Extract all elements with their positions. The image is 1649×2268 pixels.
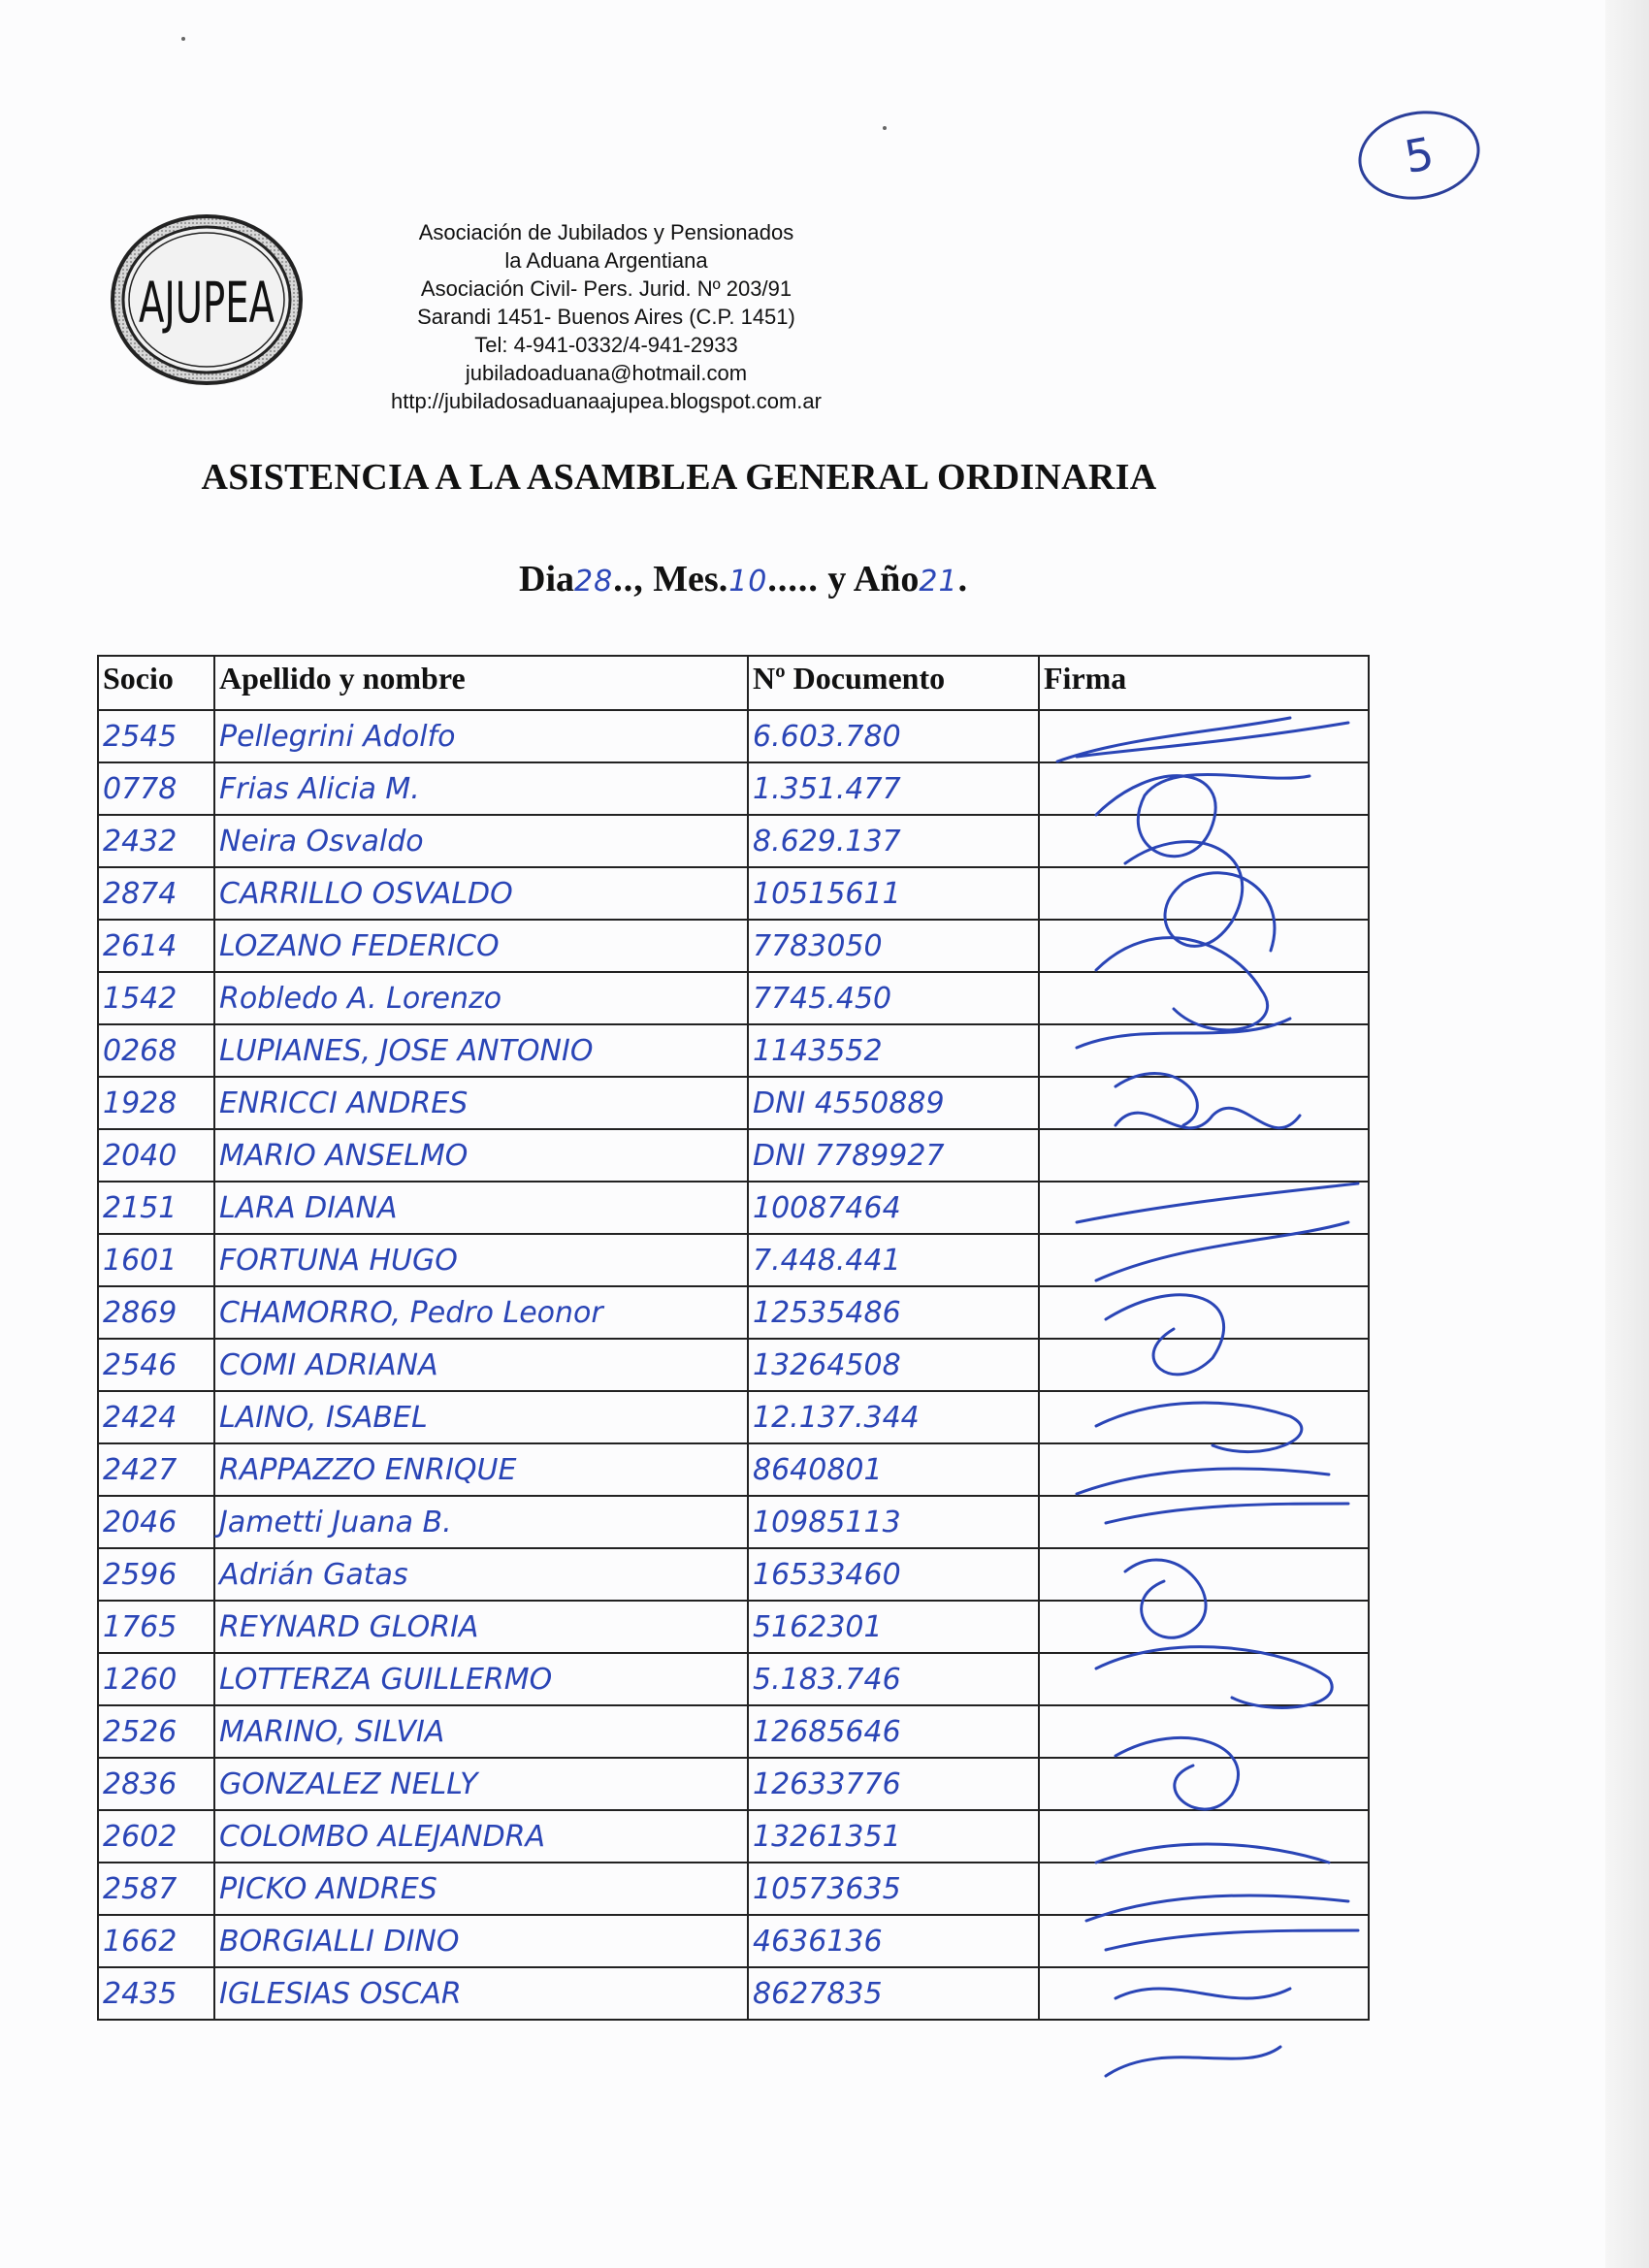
firma-cell	[1039, 1705, 1369, 1758]
speck	[181, 37, 185, 41]
table-row	[98, 710, 1369, 762]
nombre-cell: Jametti Juana B.	[214, 1496, 748, 1548]
table-row	[98, 1810, 1369, 1863]
table-row	[98, 972, 1369, 1024]
table-row	[98, 762, 1369, 815]
table-row	[98, 1601, 1369, 1653]
svg-text:AJUPEA: AJUPEA	[139, 270, 275, 336]
documento-cell: 7745.450	[748, 972, 1039, 1024]
org-line: la Aduana Argentiana	[504, 248, 708, 273]
documento-cell: 10985113	[748, 1496, 1039, 1548]
socio-cell: 2836	[98, 1758, 214, 1810]
header-documento: Nº Documento	[748, 656, 1039, 710]
documento-cell: 7.448.441	[748, 1234, 1039, 1286]
table-row	[98, 815, 1369, 867]
firma-cell	[1039, 1758, 1369, 1810]
documento-cell: 13261351	[748, 1810, 1039, 1863]
table-row	[98, 1758, 1369, 1810]
nombre-cell: Robledo A. Lorenzo	[214, 972, 748, 1024]
firma-cell	[1039, 1915, 1369, 1967]
table-row	[98, 1548, 1369, 1601]
documento-cell: 12633776	[748, 1758, 1039, 1810]
nombre-cell: RAPPAZZO ENRIQUE	[214, 1443, 748, 1496]
nombre-cell: Frias Alicia M.	[214, 762, 748, 815]
table-row	[98, 867, 1369, 920]
table-row	[98, 1024, 1369, 1077]
documento-cell: 8.629.137	[748, 815, 1039, 867]
table-row	[98, 920, 1369, 972]
socio-cell: 2869	[98, 1286, 214, 1339]
nombre-cell: LOZANO FEDERICO	[214, 920, 748, 972]
nombre-cell: FORTUNA HUGO	[214, 1234, 748, 1286]
table-row	[98, 1863, 1369, 1915]
nombre-cell: Pellegrini Adolfo	[214, 710, 748, 762]
date-line: Dia28.., Mes.10..... y Año21.	[519, 559, 969, 599]
table-row	[98, 1496, 1369, 1548]
nombre-cell: CARRILLO OSVALDO	[214, 867, 748, 920]
firma-cell	[1039, 1967, 1369, 2020]
firma-cell	[1039, 762, 1369, 815]
documento-cell: 6.603.780	[748, 710, 1039, 762]
page-edge	[1605, 0, 1649, 2268]
firma-cell	[1039, 1443, 1369, 1496]
firma-cell	[1039, 1077, 1369, 1129]
documento-cell: 10087464	[748, 1182, 1039, 1234]
table-row	[98, 1077, 1369, 1129]
firma-cell	[1039, 867, 1369, 920]
documento-cell: 10573635	[748, 1863, 1039, 1915]
firma-cell	[1039, 1129, 1369, 1182]
documento-cell: 12685646	[748, 1705, 1039, 1758]
firma-cell	[1039, 1653, 1369, 1705]
socio-cell: 2435	[98, 1967, 214, 2020]
day-label: Dia	[519, 559, 574, 599]
nombre-cell: LUPIANES, JOSE ANTONIO	[214, 1024, 748, 1077]
table-row	[98, 1391, 1369, 1443]
nombre-cell: Adrián Gatas	[214, 1548, 748, 1601]
socio-cell: 2432	[98, 815, 214, 867]
documento-cell: 7783050	[748, 920, 1039, 972]
firma-cell	[1039, 815, 1369, 867]
table-row	[98, 1443, 1369, 1496]
ajupea-logo	[110, 213, 304, 386]
table-row	[98, 1234, 1369, 1286]
nombre-cell: COLOMBO ALEJANDRA	[214, 1810, 748, 1863]
table-row	[98, 1339, 1369, 1391]
documento-cell: DNI 7789927	[748, 1129, 1039, 1182]
documento-cell: DNI 4550889	[748, 1077, 1039, 1129]
nombre-cell: LOTTERZA GUILLERMO	[214, 1653, 748, 1705]
socio-cell: 2602	[98, 1810, 214, 1863]
nombre-cell: ENRICCI ANDRES	[214, 1077, 748, 1129]
socio-cell: 2526	[98, 1705, 214, 1758]
nombre-cell: LAINO, ISABEL	[214, 1391, 748, 1443]
documento-cell: 12535486	[748, 1286, 1039, 1339]
month-label: Mes	[653, 559, 719, 599]
table-row	[98, 1967, 1369, 2020]
nombre-cell: Neira Osvaldo	[214, 815, 748, 867]
socio-cell: 1542	[98, 972, 214, 1024]
socio-cell: 2040	[98, 1129, 214, 1182]
socio-cell: 2546	[98, 1339, 214, 1391]
org-line: Asociación de Jubilados y Pensionados	[418, 220, 794, 244]
documento-cell: 12.137.344	[748, 1391, 1039, 1443]
table-header-row	[98, 656, 1369, 710]
table-row	[98, 1182, 1369, 1234]
documento-cell: 5162301	[748, 1601, 1039, 1653]
documento-cell: 8640801	[748, 1443, 1039, 1496]
year-label: y Año	[827, 559, 920, 599]
table-row	[98, 1653, 1369, 1705]
socio-cell: 2151	[98, 1182, 214, 1234]
nombre-cell: PICKO ANDRES	[214, 1863, 748, 1915]
header-socio: Socio	[98, 656, 214, 710]
nombre-cell: MARINO, SILVIA	[214, 1705, 748, 1758]
documento-cell: 8627835	[748, 1967, 1039, 2020]
firma-cell	[1039, 1391, 1369, 1443]
nombre-cell: LARA DIANA	[214, 1182, 748, 1234]
socio-cell: 1601	[98, 1234, 214, 1286]
socio-cell: 2046	[98, 1496, 214, 1548]
org-line: Asociación Civil- Pers. Jurid. Nº 203/91	[420, 276, 792, 301]
firma-cell	[1039, 710, 1369, 762]
documento-cell: 13264508	[748, 1339, 1039, 1391]
nombre-cell: COMI ADRIANA	[214, 1339, 748, 1391]
nombre-cell: IGLESIAS OSCAR	[214, 1967, 748, 2020]
firma-cell	[1039, 1863, 1369, 1915]
firma-cell	[1039, 1496, 1369, 1548]
socio-cell: 2424	[98, 1391, 214, 1443]
org-email: jubiladoaduana@hotmail.com	[465, 361, 748, 385]
table-row	[98, 1286, 1369, 1339]
header-nombre: Apellido y nombre	[214, 656, 748, 710]
attendance-table	[97, 655, 1370, 2021]
socio-cell: 0268	[98, 1024, 214, 1077]
socio-cell: 2614	[98, 920, 214, 972]
header-firma: Firma	[1039, 656, 1369, 710]
documento-cell: 1143552	[748, 1024, 1039, 1077]
firma-cell	[1039, 972, 1369, 1024]
firma-cell	[1039, 1024, 1369, 1077]
nombre-cell: REYNARD GLORIA	[214, 1601, 748, 1653]
month-value: 10	[728, 565, 768, 599]
speck	[883, 126, 887, 130]
firma-cell	[1039, 1182, 1369, 1234]
firma-cell	[1039, 1234, 1369, 1286]
page-number: 5	[1400, 126, 1439, 184]
firma-cell	[1039, 1339, 1369, 1391]
socio-cell: 2427	[98, 1443, 214, 1496]
documento-cell: 4636136	[748, 1915, 1039, 1967]
org-website: http://jubiladosaduanaajupea.blogspot.com.ar	[391, 389, 822, 413]
documento-cell: 16533460	[748, 1548, 1039, 1601]
socio-cell: 1662	[98, 1915, 214, 1967]
socio-cell: 0778	[98, 762, 214, 815]
org-address: Sarandi 1451- Buenos Aires (C.P. 1451)	[417, 305, 795, 329]
socio-cell: 2596	[98, 1548, 214, 1601]
socio-cell: 1928	[98, 1077, 214, 1129]
year-value: 21	[919, 565, 958, 599]
documento-cell: 5.183.746	[748, 1653, 1039, 1705]
document-title: ASISTENCIA A LA ASAMBLEA GENERAL ORDINARIA	[201, 457, 1157, 498]
nombre-cell: GONZALEZ NELLY	[214, 1758, 748, 1810]
firma-cell	[1039, 1810, 1369, 1863]
organization-header	[349, 218, 863, 415]
day-value: 28	[574, 565, 614, 599]
org-phone: Tel: 4-941-0332/4-941-2933	[474, 333, 738, 357]
nombre-cell: MARIO ANSELMO	[214, 1129, 748, 1182]
socio-cell: 1765	[98, 1601, 214, 1653]
nombre-cell: BORGIALLI DINO	[214, 1915, 748, 1967]
socio-cell: 2545	[98, 710, 214, 762]
socio-cell: 2587	[98, 1863, 214, 1915]
documento-cell: 10515611	[748, 867, 1039, 920]
table-row	[98, 1915, 1369, 1967]
table-row	[98, 1705, 1369, 1758]
firma-cell	[1039, 920, 1369, 972]
firma-cell	[1039, 1286, 1369, 1339]
documento-cell: 1.351.477	[748, 762, 1039, 815]
socio-cell: 1260	[98, 1653, 214, 1705]
table-row	[98, 1129, 1369, 1182]
firma-cell	[1039, 1601, 1369, 1653]
firma-cell	[1039, 1548, 1369, 1601]
nombre-cell: CHAMORRO, Pedro Leonor	[214, 1286, 748, 1339]
socio-cell: 2874	[98, 867, 214, 920]
